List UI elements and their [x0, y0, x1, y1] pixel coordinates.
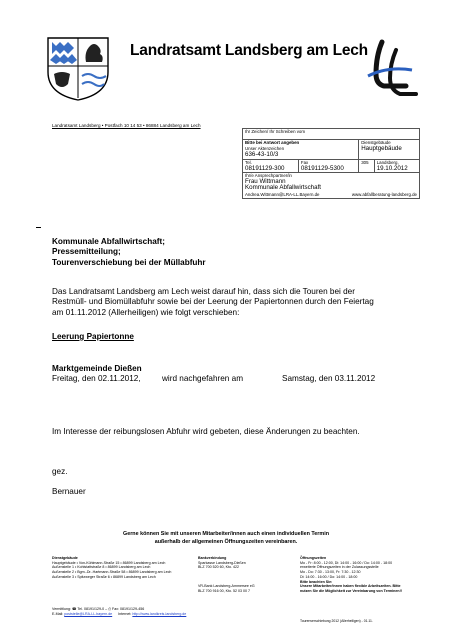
new-date: Samstag, den 03.11.2012 — [282, 374, 376, 383]
footer-building-row: Außenstelle 3 • Spitzweger Straße 6 • 86899 Landsberg am Lech — [52, 574, 156, 579]
signature-name: Bernauer — [52, 487, 86, 496]
document-reference: Tourenverschiebung 2012 (Allerheiligen) - 01.11. — [300, 619, 373, 623]
tel-value: 08191129-300 — [245, 164, 285, 172]
footer-bank-row: BLZ 700 520 60, Kto. 422 — [198, 565, 239, 570]
footer-buildings — [52, 556, 171, 580]
reply-note: Bitte bei Antwort angeben — [245, 140, 300, 145]
intro-line-3: am 01.11.2012 (Allerheiligen) wie folgt verschieben: — [52, 307, 240, 317]
footer-email-label: E-Mail: — [52, 612, 64, 616]
footer-bank — [198, 556, 255, 594]
footer-hours-row: Mo - Fr: 8:00 - 12:00, Di: 14:00 - 16:00 / Do: 14:00 - 18:00 — [300, 560, 393, 565]
intro-line-2: Restmüll- und Biomüllabfuhr sowie bei der Leerung der Papiertonnen durch den Feiertag — [52, 297, 374, 307]
landkreis-ll-logo — [362, 36, 418, 102]
footer-bank-row: Sparkasse Landsberg-Dießen — [198, 560, 246, 565]
footer-building-row: Hauptgebäude • Von-Kühlmann-Straße 15 • 86899 Landsberg am Lech — [52, 560, 166, 565]
subject-line-3: Tourenverschiebung bei der Müllabfuhr — [52, 257, 206, 267]
closing-abbrev: gez. — [52, 467, 68, 476]
our-reference-label: Unser Aktenzeichen — [245, 146, 285, 152]
schedule-row — [52, 374, 382, 384]
reference-info-box — [242, 128, 420, 218]
footer-hours-row: erweiterte Öffnungszeiten in der Zulassungsstelle — [300, 565, 379, 570]
footer-appointment-note — [40, 530, 412, 546]
fax-value: 08191129-5300 — [300, 164, 344, 172]
date-label: Landsberg, — [376, 159, 399, 165]
original-date: Freitag, den 02.11.2012, — [52, 374, 141, 383]
footer-internet-link[interactable]: http://www.landkreis-landsberg.de — [132, 612, 187, 616]
contact-website[interactable]: www.abfallberatung-landsberg.de — [351, 191, 417, 197]
intro-line-1: Das Landratsamt Landsberg am Lech weist darauf hin, dass sich die Touren bei der — [52, 287, 355, 296]
page-title: Landratsamt Landsberg am Lech — [130, 42, 368, 59]
footer-hours-note-heading: Bitte beachten Sie: — [300, 579, 333, 584]
reschedule-text: wird nachgefahren am — [162, 374, 244, 383]
municipality-name: Marktgemeinde Dießen — [52, 364, 142, 373]
subject-block — [52, 237, 206, 268]
footer-buildings-heading: Dienstgebäude — [52, 556, 78, 560]
footer-note-line-1: Gerne können Sie mit unseren Mitarbeiter/innen auch einen individuellen Termin — [123, 531, 329, 537]
letter-date: 19.10.2012 — [376, 164, 408, 172]
closing-paragraph: Im Interesse der reibungslosen Abfuhr wird gebeten, diese Änderungen zu beachten. — [52, 427, 360, 436]
coat-of-arms-logo — [44, 34, 112, 102]
intro-paragraph — [52, 287, 374, 318]
fold-mark — [36, 227, 41, 228]
subject-line-1: Kommunale Abfallwirtschaft; — [52, 237, 165, 246]
fax-label: Fax — [300, 159, 309, 165]
our-reference-value: 636-43-10/3 — [245, 151, 279, 159]
footer-building-row: Außenstelle 1 • Kohlstattstraße 8 • 86899 Landsberg am Lech — [52, 565, 151, 570]
tel-label: Tel. — [245, 159, 252, 165]
footer-note-line-2: außerhalb der allgemeinen Öffnungszeiten vereinbaren. — [154, 539, 298, 545]
subject-line-2: Pressemitteilung; — [52, 247, 121, 257]
footer-links-line — [52, 612, 186, 616]
building-label: Dienstgebäude — [361, 140, 391, 145]
your-reference-label: Ihr Zeichen/ Ihr Schreiben vom — [243, 129, 420, 140]
footer-bank-heading: Bankverbindung — [198, 556, 227, 560]
footer-hours-row: Mo - Do: 7:30 - 13:00, Fr: 7:30 - 12:30 — [300, 570, 361, 575]
footer-building-row: Außenstelle 2 • Bgm.-Dr.-Hartmann-Straße 58 • 86899 Landsberg am Lech — [52, 570, 172, 575]
section-heading: Leerung Papiertonne — [52, 332, 134, 341]
footer-phone-line: Vermittlung: ☎ Tel. 08191/129-0 – ⎙ Fax: 08191/129-456 — [52, 607, 145, 611]
contact-department: Kommunale Abfallwirtschaft — [245, 184, 322, 192]
contact-name: Frau Wittmann — [245, 178, 286, 186]
footer-email-link[interactable]: poststelle@LRA-LL.bayern.de — [64, 612, 113, 616]
footer-internet-label: Internet: — [118, 612, 132, 616]
footer-bank-row: BLZ 700 916 00, Kto. 52 03 00 7 — [198, 588, 250, 593]
footer-opening-hours — [300, 556, 402, 594]
contact-email[interactable]: Andrea.Wittmann@LRA-LL.Bayern.de — [245, 191, 320, 197]
footer-hours-heading: Öffnungszeiten — [300, 556, 327, 560]
building-value: Hauptgebäude — [361, 145, 402, 153]
footer-hours-note: nutzen Sie die Möglichkeit zur Vereinbarung von Terminen!! — [300, 588, 402, 593]
footer-bank-row: VR-Bank Landsberg-Ammersee eG — [198, 584, 255, 589]
contact-label: Ihr/e Ansprechpartner/in — [245, 173, 292, 179]
footer-hours-row: Di: 14:00 - 16:00 / Do: 14:00 - 18:00 — [300, 574, 358, 579]
sender-address-line: Landratsamt Landsberg • Postfach 10 14 53 • 86884 Landsberg am Lech — [52, 123, 201, 128]
room-number: 305 — [359, 159, 375, 172]
footer-hours-note: Unsere Mitarbeiter/innen haben flexible Arbeitszeiten. Bitte — [300, 584, 401, 589]
